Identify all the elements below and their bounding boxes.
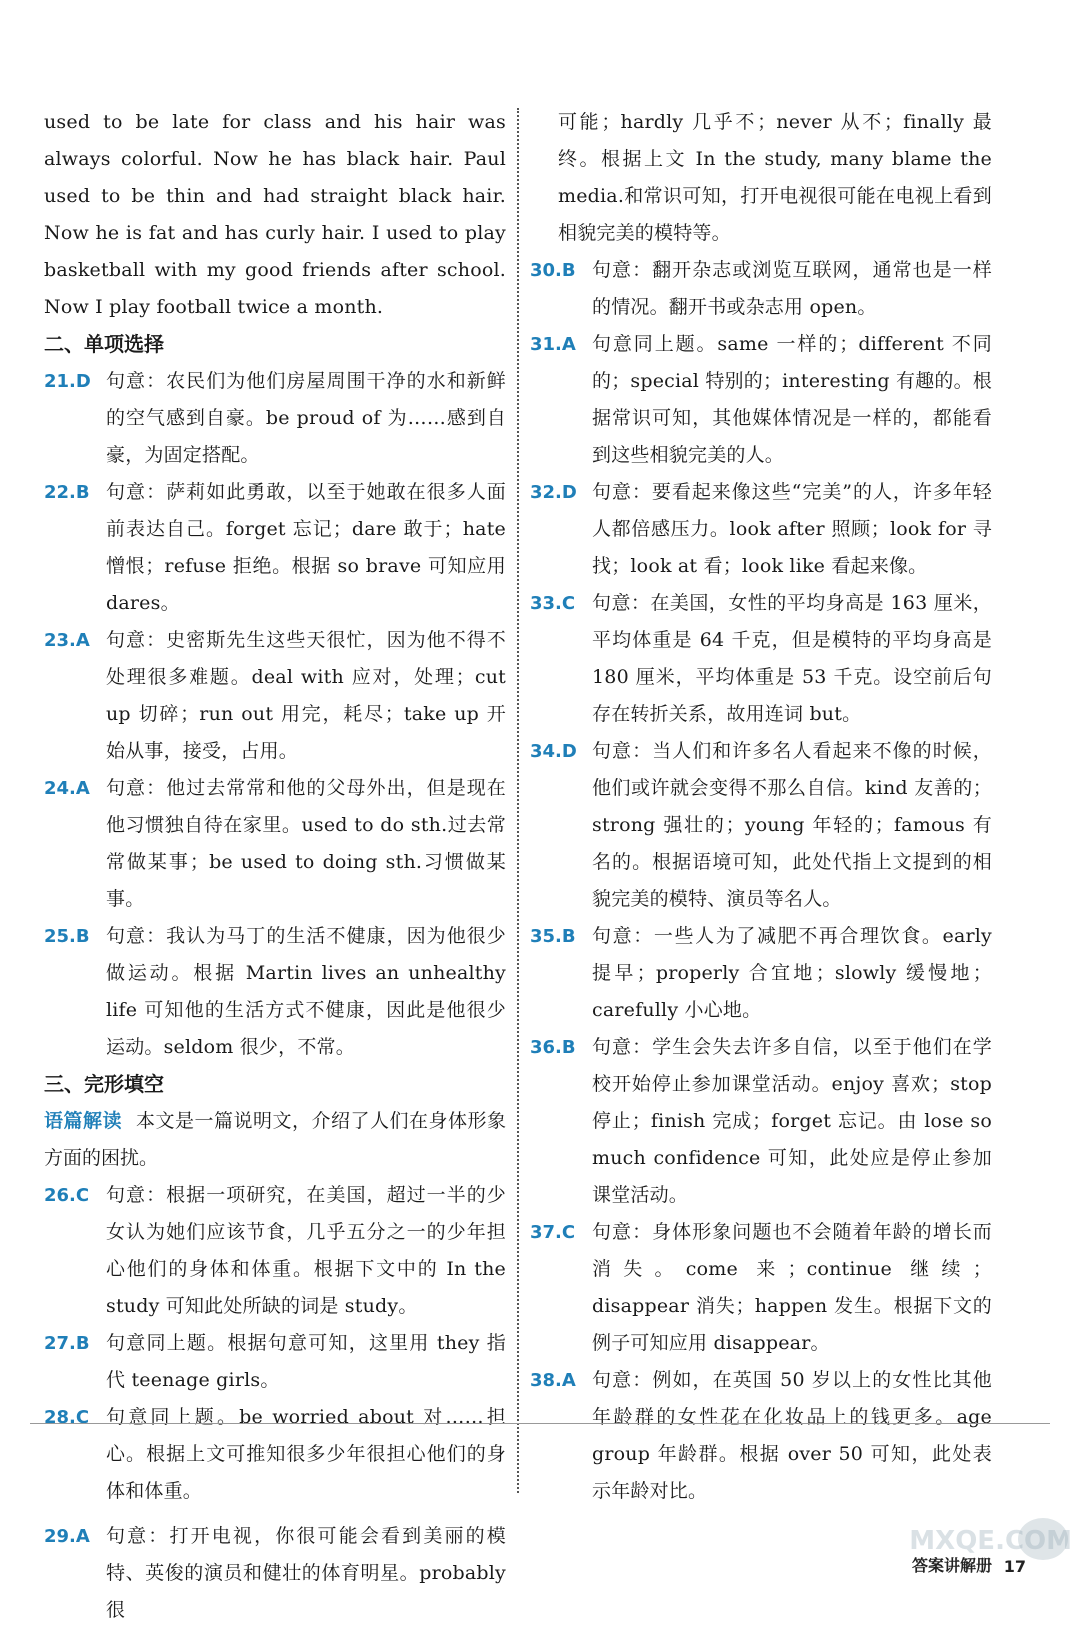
answer-explanation: 句意：要看起来像这些“完美”的人，许多年轻人都倍感压力。look after 照顾；look for 寻找；look at 看；look like 看起来像。 [592, 481, 992, 577]
answer-number: 33.C [530, 593, 576, 614]
intro-text: 本文是一篇说明文，介绍了人们在身体形象方面的困扰。 [44, 1110, 506, 1169]
answer-item [44, 1399, 506, 1510]
answer-explanation: 句意：史密斯先生这些天很忙，因为他不得不处理很多难题。deal with 应对，处理；cut up 切碎；run out 用完，耗尽；take up 开始从事，接受，占用。 [106, 629, 506, 762]
watermark-text: MXQE.COM [909, 1526, 1072, 1556]
answer-explanation: 句意：翻开杂志或浏览互联网，通常也是一样的情况。翻开书或杂志用 open。 [592, 259, 992, 318]
answer-item [530, 918, 992, 1029]
answer-item [44, 1325, 506, 1399]
answer-explanation: 句意同上题。same 一样的；different 不同的；special 特别的；interesting 有趣的。根据常识可知，其他媒体情况是一样的，都能看到这些相貌完美的人。 [592, 333, 992, 466]
answer-item [44, 918, 506, 1066]
answer-item [530, 733, 992, 918]
page-number: 17 [1003, 1557, 1026, 1576]
answer-number: 34.D [530, 741, 577, 762]
answer-number: 22.B [44, 482, 90, 503]
answer-number: 31.A [530, 334, 576, 355]
answer-number: 29.A [44, 1526, 90, 1547]
answer-explanation: 句意：农民们为他们房屋周围干净的水和新鲜的空气感到自豪。be proud of 为……感到自豪，为固定搭配。 [106, 370, 506, 466]
answer-continuation: 可能；hardly 几乎不；never 从不；finally 最终。根据上文 In the study, many blame the media.和常识可知，打开电视很可能在电视上看到相貌完美的模特等。 [558, 111, 992, 244]
footer-rule [30, 1423, 1050, 1424]
answer-item [530, 474, 992, 585]
answer-explanation: 句意：我认为马丁的生活不健康，因为他很少做运动。根据 Martin lives an unhealthy life 可知他的生活方式不健康，因此是他很少运动。seldom 很少，不常。 [106, 925, 506, 1058]
answer-explanation: 句意：萨莉如此勇敢，以至于她敢在很多人面前表达自己。forget 忘记；dare 敢于；hate 憎恨；refuse 拒绝。根据 so brave 可知应用 dares。 [106, 481, 506, 614]
answer-explanation: 句意：身体形象问题也不会随着年龄的增长而消失。come 来；continue 继续；disappear 消失；happen 发生。根据下文的例子可知应用 disappear。 [592, 1221, 992, 1354]
section-heading-cloze: 三、完形填空 [44, 1072, 164, 1096]
answer-number: 27.B [44, 1333, 90, 1354]
right-column [530, 104, 992, 1510]
footer-label: 答案讲解册 [911, 1556, 992, 1575]
answer-number: 36.B [530, 1037, 576, 1058]
answer-item [530, 585, 992, 733]
answer-item [44, 474, 506, 622]
answer-item [44, 363, 506, 474]
answer-explanation: 句意：在美国，女性的平均身高是 163 厘米，平均体重是 64 千克，但是模特的平均身高是 180 厘米，平均体重是 53 千克。设空前后句存在转折关系，故用连词 but。 [592, 592, 992, 725]
intro-label: 语篇解读 [44, 1110, 122, 1132]
answer-item [530, 1214, 992, 1362]
answer-explanation: 句意：他过去常常和他的父母外出，但是现在他习惯独自待在家里。used to do sth.过去常常做某事；be used to doing sth.习惯做某事。 [106, 777, 506, 910]
answer-explanation: 句意：例如，在英国 50 岁以上的女性比其他年龄群的女性花在化妆品上的钱更多。age group 年龄群。根据 over 50 可知，此处表示年龄对比。 [592, 1369, 992, 1502]
answer-item [530, 1029, 992, 1214]
column-divider [517, 108, 519, 1493]
passage-intro [44, 1103, 506, 1177]
answer-item [44, 622, 506, 770]
answer-number: 30.B [530, 260, 576, 281]
passage-continuation: used to be late for class and his hair was always colorful. Now he has black hair. Paul used to be thin and had straight black hair. Now he is fat and has curly hair. I used to play basketball with my good friends after school. Now I play football twice a month. [44, 111, 506, 318]
answer-explanation: 句意：学生会失去许多自信，以至于他们在学校开始停止参加课堂活动。enjoy 喜欢；stop 停止；finish 完成；forget 忘记。由 lose so much confidence 可知，此处应是停止参加课堂活动。 [592, 1036, 992, 1206]
answer-number: 23.A [44, 630, 90, 651]
answer-number: 25.B [44, 926, 90, 947]
answer-item [44, 770, 506, 918]
answer-explanation: 句意：根据一项研究，在美国，超过一半的少女认为她们应该节食，几乎五分之一的少年担心他们的身体和体重。根据下文中的 In the study 可知此处所缺的词是 study。 [106, 1184, 506, 1317]
answer-number: 28.C [44, 1407, 90, 1428]
answer-number: 26.C [44, 1185, 90, 1206]
answer-item [44, 1177, 506, 1325]
answer-number: 32.D [530, 482, 577, 503]
left-column [44, 104, 506, 1629]
answer-number: 38.A [530, 1370, 576, 1391]
answer-explanation: 句意同上题。be worried about 对……担心。根据上文可推知很多少年很担心他们的身体和体重。 [106, 1406, 506, 1502]
answer-item [530, 252, 992, 326]
answer-explanation: 句意：一些人为了减肥不再合理饮食。early 提早；properly 合宜地；slowly 缓慢地；carefully 小心地。 [592, 925, 992, 1021]
answer-item [530, 326, 992, 474]
answer-explanation: 句意：打开电视，你很可能会看到美丽的模特、英俊的演员和健壮的体育明星。probably 很 [106, 1525, 506, 1621]
answer-item [530, 1362, 992, 1510]
answer-number: 35.B [530, 926, 576, 947]
answer-explanation: 句意同上题。根据句意可知，这里用 they 指代 teenage girls。 [106, 1332, 506, 1391]
answer-item [44, 1518, 506, 1629]
answer-number: 21.D [44, 371, 91, 392]
answer-explanation: 句意：当人们和许多名人看起来不像的时候，他们或许就会变得不那么自信。kind 友善的；strong 强壮的；young 年轻的；famous 有名的。根据语境可知，此处代指上文提到的相貌完美的模特、演员等名人。 [592, 740, 992, 910]
section-heading-single-choice: 二、单项选择 [44, 332, 164, 356]
answer-number: 24.A [44, 778, 90, 799]
answer-number: 37.C [530, 1222, 576, 1243]
